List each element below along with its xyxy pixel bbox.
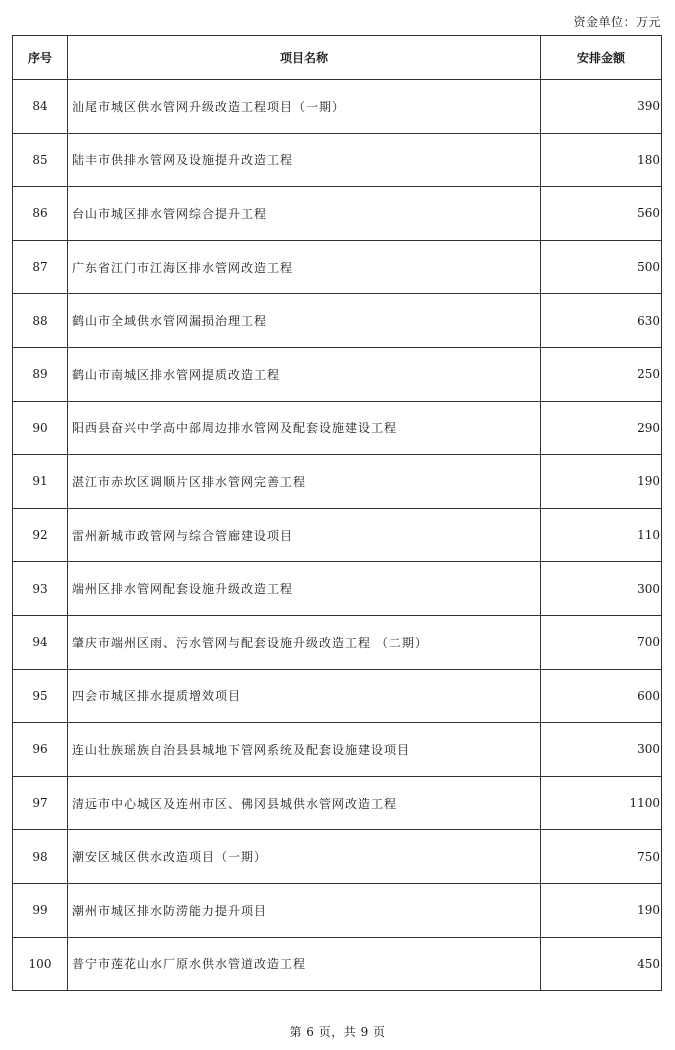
amount-cell: 390 <box>541 80 662 134</box>
header-allocated-amount: 安排金额 <box>541 36 662 80</box>
table-row <box>13 347 662 401</box>
serial-number-cell: 86 <box>13 187 68 241</box>
serial-number-cell: 92 <box>13 508 68 562</box>
amount-cell: 500 <box>541 240 662 294</box>
project-name-cell: 清远市中心城区及连州市区、佛冈县城供水管网改造工程 <box>68 776 541 830</box>
project-name-cell: 台山市城区排水管网综合提升工程 <box>68 187 541 241</box>
table-row <box>13 508 662 562</box>
table-row <box>13 80 662 134</box>
project-name-cell: 潮州市城区排水防涝能力提升项目 <box>68 883 541 937</box>
serial-number-cell: 100 <box>13 937 68 991</box>
serial-number-cell: 97 <box>13 776 68 830</box>
amount-cell: 600 <box>541 669 662 723</box>
serial-number-cell: 90 <box>13 401 68 455</box>
project-name-cell: 阳西县奋兴中学高中部周边排水管网及配套设施建设工程 <box>68 401 541 455</box>
table-row <box>13 615 662 669</box>
amount-cell: 630 <box>541 294 662 348</box>
project-name-cell: 汕尾市城区供水管网升级改造工程项目（一期） <box>68 80 541 134</box>
serial-number-cell: 94 <box>13 615 68 669</box>
table-row <box>13 187 662 241</box>
amount-cell: 300 <box>541 723 662 777</box>
amount-cell: 750 <box>541 830 662 884</box>
fund-unit-label: 资金单位：万元 <box>573 15 661 29</box>
serial-number-cell: 91 <box>13 455 68 509</box>
project-name-cell: 鹤山市全域供水管网漏损治理工程 <box>68 294 541 348</box>
amount-cell: 250 <box>541 347 662 401</box>
amount-cell: 450 <box>541 937 662 991</box>
project-name-cell: 四会市城区排水提质增效项目 <box>68 669 541 723</box>
serial-number-cell: 99 <box>13 883 68 937</box>
project-name-cell: 潮安区城区供水改造项目（一期） <box>68 830 541 884</box>
serial-number-cell: 93 <box>13 562 68 616</box>
project-name-cell: 连山壮族瑶族自治县县城地下管网系统及配套设施建设项目 <box>68 723 541 777</box>
serial-number-cell: 96 <box>13 723 68 777</box>
amount-cell: 300 <box>541 562 662 616</box>
serial-number-cell: 88 <box>13 294 68 348</box>
amount-cell: 110 <box>541 508 662 562</box>
table-row <box>13 723 662 777</box>
header-serial-number: 序号 <box>13 36 68 80</box>
project-name-cell: 鹤山市南城区排水管网提质改造工程 <box>68 347 541 401</box>
header-project-name: 项目名称 <box>68 36 541 80</box>
amount-cell: 190 <box>541 455 662 509</box>
amount-cell: 290 <box>541 401 662 455</box>
project-name-cell: 普宁市莲花山水厂原水供水管道改造工程 <box>68 937 541 991</box>
amount-cell: 560 <box>541 187 662 241</box>
project-name-cell: 陆丰市供排水管网及设施提升改造工程 <box>68 133 541 187</box>
project-name-cell: 广东省江门市江海区排水管网改造工程 <box>68 240 541 294</box>
serial-number-cell: 85 <box>13 133 68 187</box>
table-row <box>13 830 662 884</box>
serial-number-cell: 87 <box>13 240 68 294</box>
amount-cell: 190 <box>541 883 662 937</box>
project-name-cell: 肇庆市端州区雨、污水管网与配套设施升级改造工程 （二期） <box>68 615 541 669</box>
project-name-cell: 湛江市赤坎区调顺片区排水管网完善工程 <box>68 455 541 509</box>
page-footer: 第 6 页，共 9 页 <box>289 1025 386 1039</box>
serial-number-cell: 98 <box>13 830 68 884</box>
table-row <box>13 455 662 509</box>
amount-cell: 1100 <box>541 776 662 830</box>
project-name-cell: 端州区排水管网配套设施升级改造工程 <box>68 562 541 616</box>
table-header-row <box>13 36 662 80</box>
serial-number-cell: 95 <box>13 669 68 723</box>
table-row <box>13 401 662 455</box>
table-row <box>13 240 662 294</box>
amount-cell: 180 <box>541 133 662 187</box>
table-row <box>13 883 662 937</box>
table-row <box>13 669 662 723</box>
project-name-cell: 雷州新城市政管网与综合管廊建设项目 <box>68 508 541 562</box>
project-funding-table <box>12 35 662 991</box>
serial-number-cell: 89 <box>13 347 68 401</box>
table-row <box>13 562 662 616</box>
serial-number-cell: 84 <box>13 80 68 134</box>
amount-cell: 700 <box>541 615 662 669</box>
table-row <box>13 937 662 991</box>
table-row <box>13 294 662 348</box>
table-row <box>13 776 662 830</box>
table-row <box>13 133 662 187</box>
